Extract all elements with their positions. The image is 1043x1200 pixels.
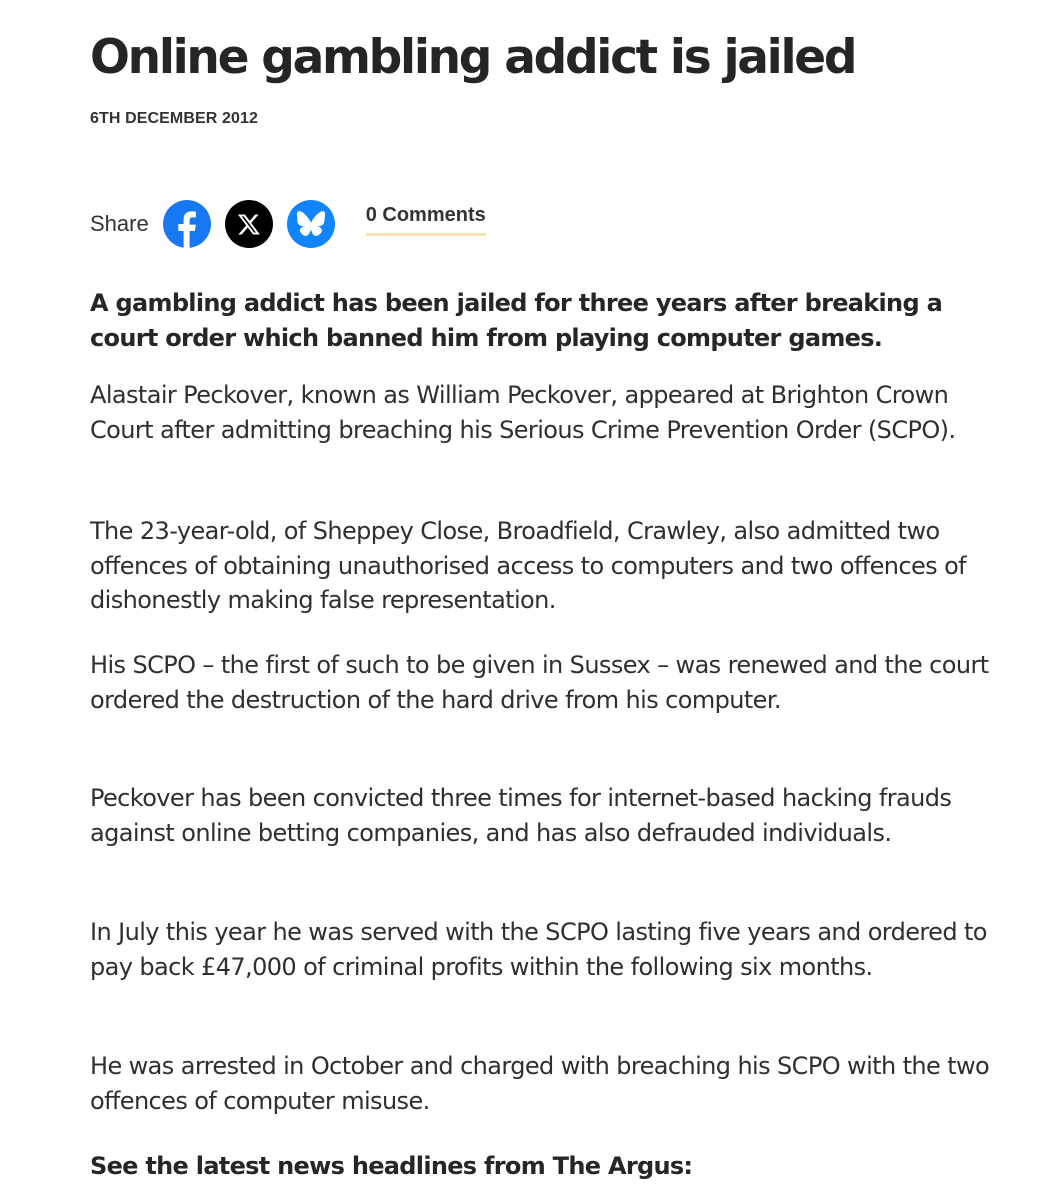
article-paragraph: He was arrested in October and charged with breaching his SCPO with the two offences of computer misuse. [90, 1052, 990, 1115]
share-label: Share [90, 211, 149, 236]
bluesky-share-button[interactable] [287, 200, 335, 248]
facebook-share-button[interactable] [163, 200, 211, 248]
x-icon [237, 212, 261, 236]
bluesky-butterfly-icon [297, 211, 325, 237]
publish-date: 6TH DECEMBER 2012 [90, 110, 258, 127]
see-latest-heading: See the latest news headlines from The Argus: [90, 1152, 693, 1180]
article-paragraph: Peckover has been convicted three times for internet-based hacking frauds against online betting companies, and has also defrauded individuals. [90, 784, 952, 847]
share-bar [90, 199, 486, 249]
article-lead: A gambling addict has been jailed for three years after breaking a court order which banned him from playing computer games. [90, 289, 943, 352]
article-paragraph: The 23-year-old, of Sheppey Close, Broadfield, Crawley, also admitted two offences of obtaining unauthorised access to computers and two offences of dishonestly making false representation. [90, 517, 967, 614]
article-paragraph: Alastair Peckover, known as William Peckover, appeared at Brighton Crown Court after admitting breaching his Serious Crime Prevention Order (SCPO). [90, 381, 956, 444]
article-paragraph: In July this year he was served with the SCPO lasting five years and ordered to pay back £47,000 of criminal profits within the following six months. [90, 918, 987, 981]
comments-link[interactable]: 0 Comments [366, 204, 486, 236]
facebook-icon [163, 200, 211, 248]
article-paragraph: His SCPO – the first of such to be given in Sussex – was renewed and the court ordered the destruction of the hard drive from his computer. [90, 651, 989, 714]
x-share-button[interactable] [225, 200, 273, 248]
headline: Online gambling addict is jailed [90, 30, 856, 85]
